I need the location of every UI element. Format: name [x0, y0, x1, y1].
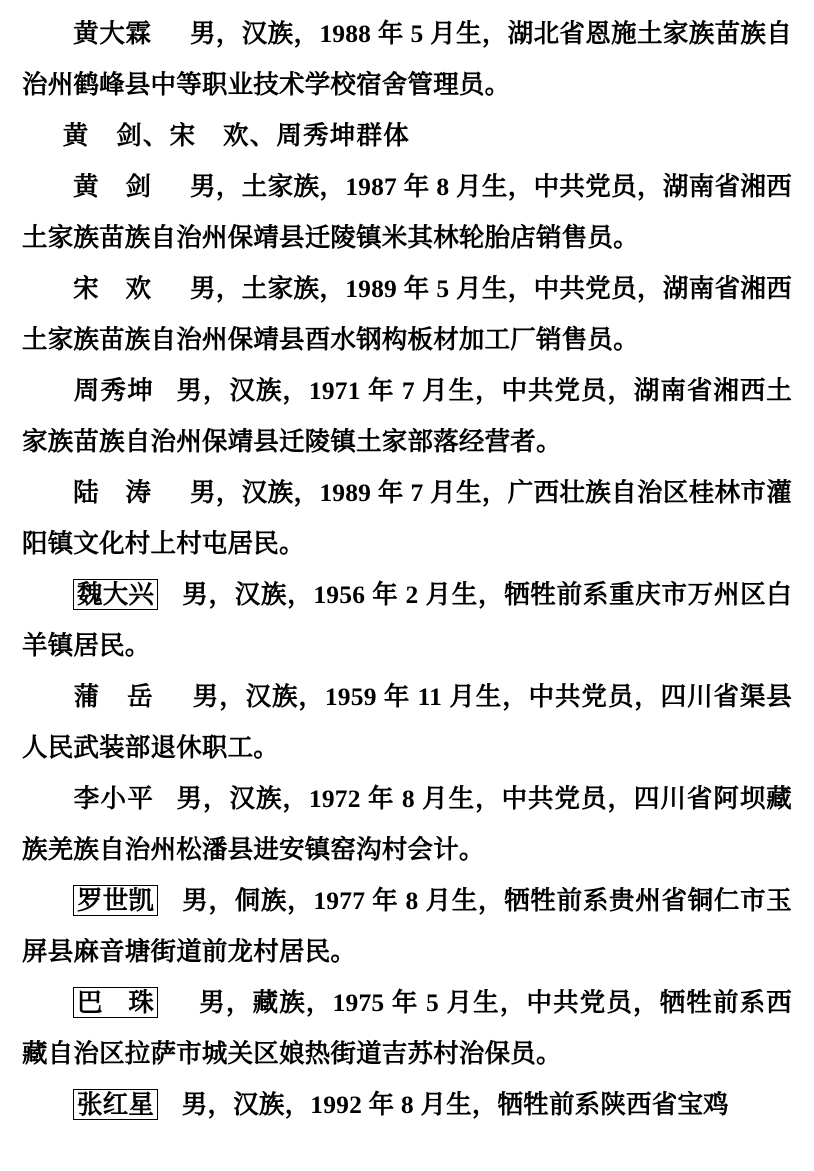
person-entry-paragraph — [22, 671, 792, 773]
person-name: 李小平 — [73, 784, 155, 813]
person-name: 周秀坤 — [73, 376, 155, 405]
person-entry-text: 男，土家族，1987 年 8 月生，中共党员，湖南省湘西土家族苗族自治州保靖县迁陵镇米其林轮胎店销售员。 — [22, 172, 792, 252]
person-entry-paragraph — [22, 875, 792, 977]
person-entry-text: 男，汉族，1971 年 7 月生，中共党员，湖南省湘西土家族苗族自治州保靖县迁陵镇土家部落经营者。 — [22, 376, 792, 456]
person-entry-text: 男，汉族，1959 年 11 月生，中共党员，四川省渠县人民武装部退休职工。 — [22, 682, 792, 762]
person-entry-text: 男，汉族，1972 年 8 月生，中共党员，四川省阿坝藏族羌族自治州松潘县进安镇窑沟村会计。 — [22, 784, 792, 864]
section-heading — [22, 110, 792, 161]
person-entry-paragraph — [22, 8, 792, 110]
person-entry-paragraph — [22, 263, 792, 365]
person-entry-paragraph — [22, 977, 792, 1079]
person-entry-paragraph — [22, 467, 792, 569]
person-entry-text: 男，土家族，1989 年 5 月生，中共党员，湖南省湘西土家族苗族自治州保靖县酉水钢构板材加工厂销售员。 — [22, 274, 792, 354]
person-name: 黄 剑 — [73, 172, 152, 201]
section-heading-text: 黄 剑、宋 欢、周秀坤群体 — [62, 121, 410, 150]
person-entry-text: 男，汉族，1989 年 7 月生，广西壮族自治区桂林市灌阳镇文化村上村屯居民。 — [22, 478, 792, 558]
boxed-person-name: 张红星 — [73, 1089, 158, 1120]
person-entry-paragraph — [22, 773, 792, 875]
person-entry-text: 男，藏族，1975 年 5 月生，中共党员，牺牲前系西藏自治区拉萨市城关区娘热街道吉苏村治保员。 — [22, 988, 792, 1068]
person-name: 陆 涛 — [73, 478, 152, 507]
document-body — [22, 8, 792, 1130]
person-name: 蒲 岳 — [73, 682, 154, 711]
person-entry-paragraph — [22, 1079, 792, 1130]
person-name: 黄大霖 — [73, 19, 152, 48]
person-entry-text: 男，汉族，1988 年 5 月生，湖北省恩施土家族苗族自治州鹤峰县中等职业技术学校宿舍管理员。 — [22, 19, 792, 99]
boxed-person-name: 罗世凯 — [73, 885, 158, 916]
person-entry-paragraph — [22, 365, 792, 467]
boxed-person-name: 巴 珠 — [73, 987, 158, 1018]
person-name: 宋 欢 — [73, 274, 152, 303]
person-entry-paragraph — [22, 161, 792, 263]
person-entry-text: 男，汉族，1992 年 8 月生，牺牲前系陕西省宝鸡 — [181, 1090, 729, 1119]
person-entry-text: 男，汉族，1956 年 2 月生，牺牲前系重庆市万州区白羊镇居民。 — [22, 580, 792, 660]
boxed-person-name: 魏大兴 — [73, 579, 158, 610]
person-entry-text: 男，侗族，1977 年 8 月生，牺牲前系贵州省铜仁市玉屏县麻音塘街道前龙村居民。 — [22, 886, 792, 966]
person-entry-paragraph — [22, 569, 792, 671]
